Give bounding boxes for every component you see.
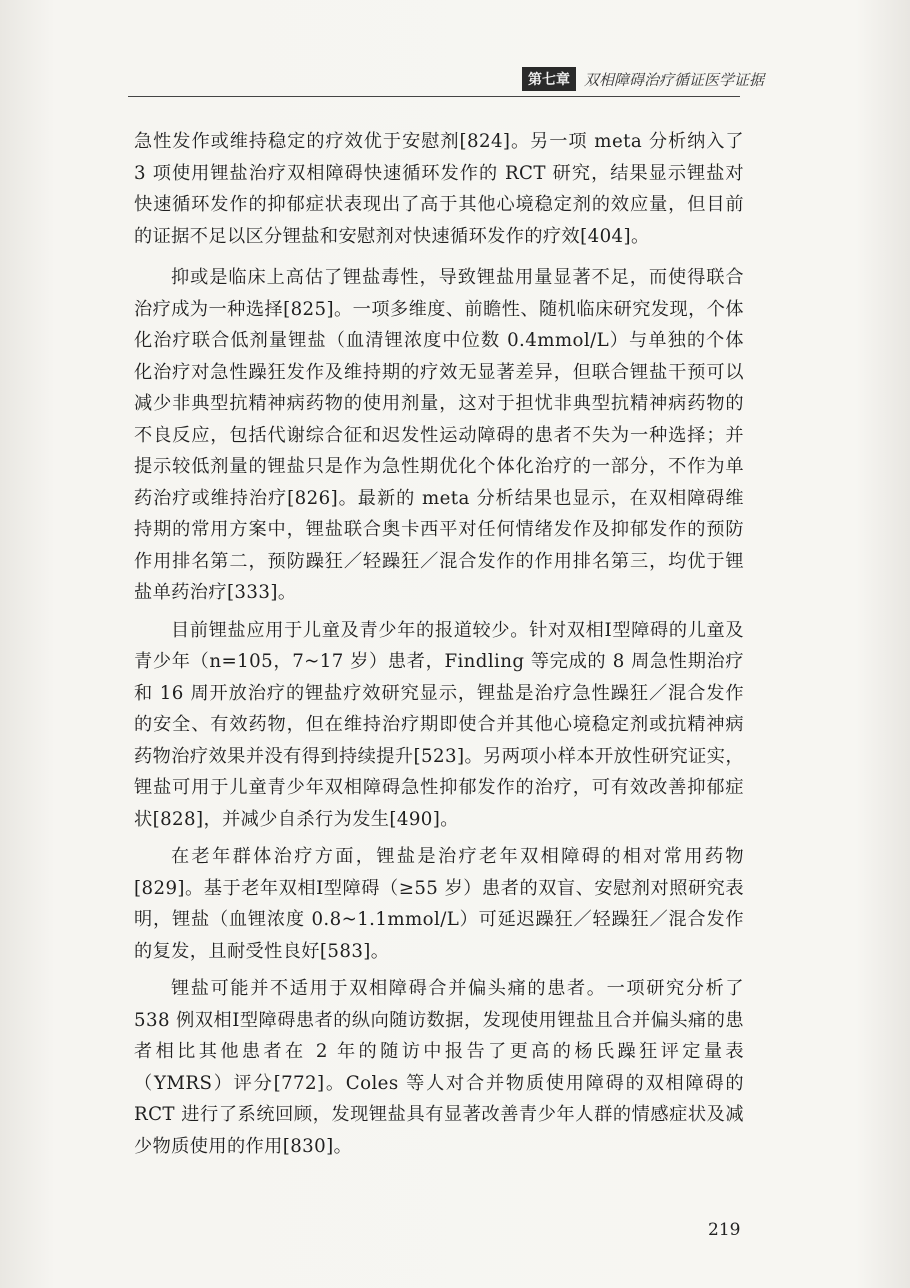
paragraph-migraine: 锂盐可能并不适用于双相障碍合并偏头痛的患者。一项研究分析了 538 例双相Ⅰ型障碍患者的纵向随访数据，发现使用锂盐且合并偏头痛的患者相比其他患者在 2 年的随访中报告了更高的杨氏躁狂评定量表（YMRS）评分[772]。Coles 等人对合并物质使用障碍的双相障碍的 RCT 进行了系统回顾，发现锂盐具有显著改善青少年人群的情感症状及减少物质使用的作用[830]。 bbox=[134, 978, 744, 1157]
body-text bbox=[134, 126, 744, 1168]
running-title: 双相障碍治疗循证医学证据 bbox=[584, 70, 765, 89]
running-header bbox=[522, 64, 765, 94]
chapter-badge: 第七章 bbox=[522, 67, 576, 91]
paragraph-elderly: 在老年群体治疗方面，锂盐是治疗老年双相障碍的相对常用药物[829]。基于老年双相Ⅰ型障碍（≥55 岁）患者的双盲、安慰剂对照研究表明，锂盐（血锂浓度 0.8~1.1mmol/L）可延迟躁狂／轻躁狂／混合发作的复发，且耐受性良好[583]。 bbox=[134, 846, 744, 962]
paragraph-children-adolescents: 目前锂盐应用于儿童及青少年的报道较少。针对双相Ⅰ型障碍的儿童及青少年（n=105，7~17 岁）患者，Findling 等完成的 8 周急性期治疗和 16 周开放治疗的锂盐疗效研究显示，锂盐是治疗急性躁狂／混合发作的安全、有效药物，但在维持治疗期即使合并其他心境稳定剂或抗精神病药物治疗效果并没有得到持续提升[523]。另两项小样本开放性研究证实，锂盐可用于儿童青少年双相障碍急性抑郁发作的治疗，可有效改善抑郁症状[828]，并减少自杀行为发生[490]。 bbox=[134, 619, 744, 830]
page-number: 219 bbox=[708, 1220, 741, 1240]
paragraph-lithium-dose: 抑或是临床上高估了锂盐毒性，导致锂盐用量显著不足，而使得联合治疗成为一种选择[825]。一项多维度、前瞻性、随机临床研究发现，个体化治疗联合低剂量锂盐（血清锂浓度中位数 0.4mmol/L）与单独的个体化治疗对急性躁狂发作及维持期的疗效无显著差异，但联合锂盐干预可以减少非典型抗精神病药物的使用剂量，这对于担忧非典型抗精神病药物的不良反应，包括代谢综合征和迟发性运动障碍的患者不失为一种选择；并提示较低剂量的锂盐只是作为急性期优化个体化治疗的一部分，不作为单药治疗或维持治疗[826]。最新的 meta 分析结果也显示，在双相障碍维持期的常用方案中，锂盐联合奥卡西平对任何情绪发作及抑郁发作的预防作用排名第二，预防躁狂／轻躁狂／混合发作的作用排名第三，均优于锂盐单药治疗[333]。 bbox=[134, 267, 744, 603]
header-rule bbox=[128, 96, 740, 97]
paragraph-continuation: 急性发作或维持稳定的疗效优于安慰剂[824]。另一项 meta 分析纳入了 3 项使用锂盐治疗双相障碍快速循环发作的 RCT 研究，结果显示锂盐对快速循环发作的抑郁症状表现出了高于其他心境稳定剂的效应量，但目前的证据不足以区分锂盐和安慰剂对快速循环发作的疗效[404]。 bbox=[134, 131, 744, 247]
